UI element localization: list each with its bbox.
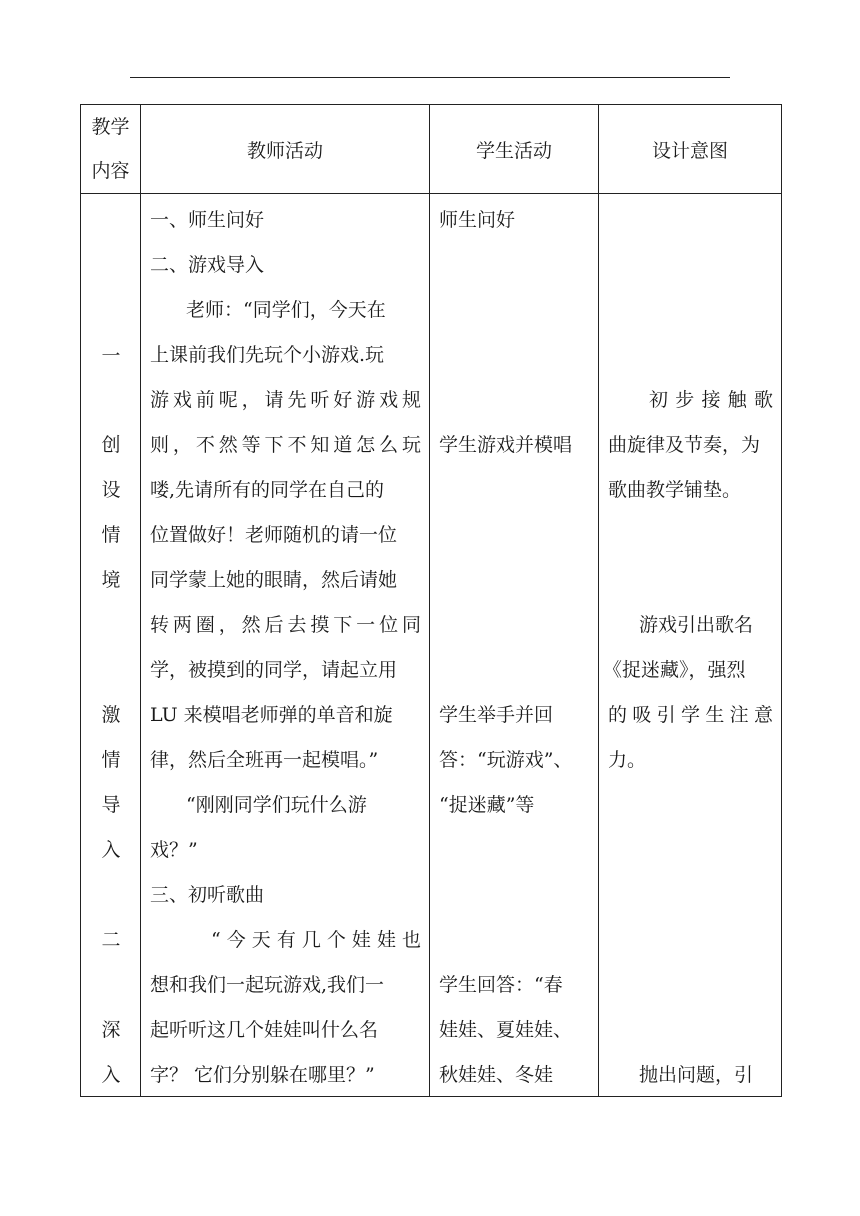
student-activity-cell [430, 194, 599, 1097]
intent-line: 曲旋律及节奏，为 [608, 434, 761, 456]
content-char: 情 [101, 524, 121, 546]
header-rule [130, 77, 730, 78]
student-line: 答：“玩游戏”、 [439, 749, 573, 771]
teacher-line: 游戏前呢，请先听好游戏规 [150, 389, 421, 411]
teacher-line: LU 来模唱老师弹的单音和旋 [150, 704, 393, 726]
student-line: 学生回答：“春 [439, 974, 563, 996]
teacher-line: 喽,先请所有的同学在自己的 [150, 479, 385, 501]
intent-line: 的吸引学生注意 [608, 704, 773, 726]
intent-line: 歌曲教学铺垫。 [608, 479, 742, 501]
teacher-activity-cell [141, 194, 430, 1097]
teacher-line: “今天有几个娃娃也 [211, 929, 421, 951]
student-line: 学生游戏并模唱 [439, 434, 573, 456]
intent-line: 游戏引出歌名 [639, 614, 754, 636]
teacher-line: 二、游戏导入 [150, 254, 265, 276]
header-design-intent: 设计意图 [599, 105, 782, 194]
intent-line: 初步接触歌 [649, 389, 773, 411]
teacher-line: 想和我们一起玩游戏,我们一 [150, 974, 385, 996]
design-intent-cell [599, 194, 782, 1097]
teacher-line: 学，被摸到的同学，请起立用 [150, 659, 398, 681]
teacher-line: 字？ 它们分别躲在哪里？” [150, 1064, 375, 1086]
table-header-row [81, 105, 782, 194]
teacher-line: 则，不然等下不知道怎么玩 [150, 434, 421, 456]
teacher-line: 老师：“同学们，今天在 [186, 299, 386, 321]
student-line: 娃娃、夏娃娃、 [439, 1019, 573, 1041]
intent-line: 《捉迷藏》，强烈 [603, 659, 746, 681]
content-char: 导 [101, 794, 121, 816]
header-teacher-activity: 教师活动 [141, 105, 430, 194]
content-char: 创 [101, 434, 121, 456]
teacher-line: 同学蒙上她的眼睛，然后请她 [150, 569, 398, 591]
lesson-plan-table [80, 104, 782, 1097]
teacher-line: 三、初听歌曲 [150, 884, 265, 906]
header-teaching-content: 教学 内容 [81, 105, 141, 194]
content-char: 二 [101, 929, 121, 951]
teaching-content-cell [81, 194, 141, 1097]
teacher-line: 转两圈，然后去摸下一位同 [150, 614, 421, 636]
intent-line: 抛出问题，引 [639, 1064, 754, 1086]
teacher-line: 律，然后全班再一起模唱。” [150, 749, 379, 771]
student-line: “捉迷藏”等 [439, 794, 535, 816]
teacher-line: 位置做好！老师随机的请一位 [150, 524, 398, 546]
content-char: 情 [101, 749, 121, 771]
content-char: 入 [101, 839, 121, 861]
content-char: 境 [101, 569, 121, 591]
student-line: 师生问好 [439, 209, 516, 231]
student-line: 秋娃娃、冬娃 [439, 1064, 554, 1086]
header-student-activity: 学生活动 [430, 105, 599, 194]
intent-line: 力。 [608, 749, 647, 771]
teacher-line: 戏？” [150, 839, 198, 861]
content-char: 激 [101, 704, 121, 726]
content-char: 一 [101, 345, 121, 367]
content-char: 深 [101, 1019, 121, 1041]
teacher-line: 起听听这几个娃娃叫什么名 [150, 1019, 379, 1041]
teacher-line: 上课前我们先玩个小游戏.玩 [150, 344, 385, 366]
teacher-line: 一、师生问好 [150, 209, 265, 231]
teacher-line: “刚刚同学们玩什么游 [186, 794, 367, 816]
content-char: 设 [101, 479, 121, 501]
content-char: 入 [101, 1064, 121, 1086]
student-line: 学生举手并回 [439, 704, 554, 726]
table-row [81, 194, 782, 1097]
